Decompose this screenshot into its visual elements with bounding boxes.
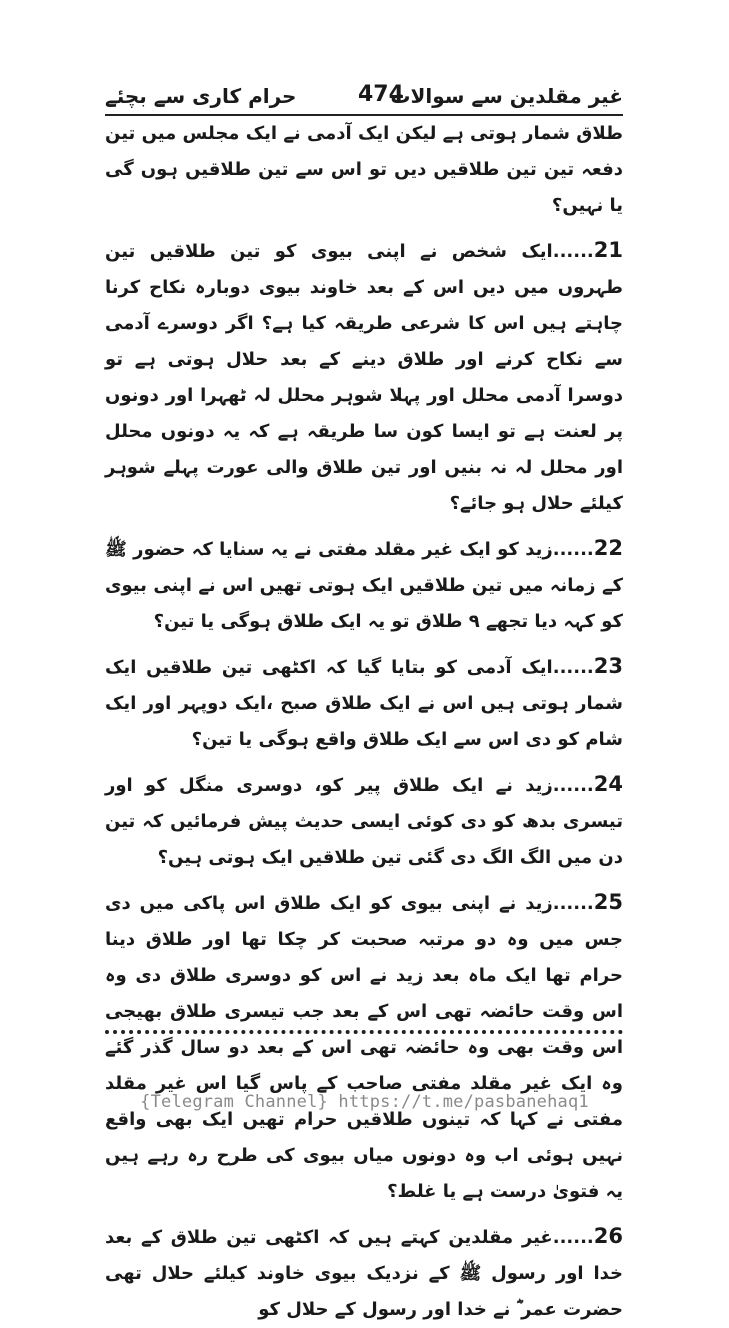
question-marker: ...... [552, 1227, 594, 1248]
watermark-footer: {Telegram Channel} https://t.me/pasbanehaq1 [140, 1092, 589, 1112]
question-number: 26 [593, 1224, 623, 1248]
question-text: غیر مقلدین کہتے ہیں کہ اکٹھی تین طلاق کے بعد خدا اور رسول ﷺ کے نزدیک بیوی خاوند کیلئے حلال تھی حضرت عمر ؓ نے خدا اور رسول کے حلال کو [105, 1227, 623, 1320]
question-marker: ...... [552, 241, 594, 262]
question-text: ایک آدمی کو بتایا گیا کہ اکٹھی تین طلاقیں ایک شمار ہوتی ہیں اس نے ایک طلاق صبح ،ایک دوپہر اور ایک شام کو دی اس سے ایک طلاق واقع ہوگی یا تین؟ [105, 657, 623, 750]
page-body [105, 116, 623, 1328]
page-number: 474 [358, 82, 404, 107]
footer-dotted-divider [105, 1030, 623, 1034]
question-number: 22 [593, 536, 623, 560]
question-26 [105, 1218, 623, 1328]
question-24 [105, 766, 623, 876]
question-number: 25 [593, 890, 623, 914]
question-text: ایک شخص نے اپنی بیوی کو تین طلاقیں تین طہروں میں دیں اس کے بعد خاوند بیوی دوبارہ نکاح کرنا چاہتے ہیں اس کا شرعی طریقہ کیا ہے؟ اگر دوسرے آدمی سے نکاح کرنے اور طلاق دینے کے بعد حلال ہوتی ہے تو دوسرا آدمی محلل اور پہلا شوہر محلل لہ ٹھہرا اور دونوں پر لعنت ہے تو ایسا کون سا طریقہ ہے کہ یہ دونوں محلل اور محلل لہ نہ بنیں اور تین طلاق والی عورت پہلے شوہر کیلئے حلال ہو جائے؟ [105, 241, 623, 514]
question-marker: ...... [552, 539, 594, 560]
question-marker: ...... [552, 657, 594, 678]
question-number: 21 [593, 238, 623, 262]
question-23 [105, 648, 623, 758]
question-number: 24 [593, 772, 623, 796]
question-number: 23 [593, 654, 623, 678]
question-marker: ...... [552, 893, 594, 914]
intro-paragraph: طلاق شمار ہوتی ہے لیکن ایک آدمی نے ایک مجلس میں تین دفعہ تین تین طلاقیں دیں تو اس سے تین طلاقیں ہوں گی یا نہیں؟ [105, 123, 623, 216]
question-text: زید کو ایک غیر مقلد مفتی نے یہ سنایا کہ حضور ﷺ کے زمانہ میں تین طلاقیں ایک ہوتی تھیں اس نے اپنی بیوی کو کہہ دیا تجھے ۹ طلاق تو یہ ایک طلاق ہوگی یا تین؟ [105, 539, 623, 632]
question-21 [105, 232, 623, 522]
running-title-right: غیر مقلدین سے سوالات [390, 84, 623, 108]
question-text: زید نے ایک طلاق پیر کو، دوسری منگل کو اور تیسری بدھ کو دی کوئی ایسی حدیث پیش فرمائیں کہ تین دن میں الگ الگ دی گئی تین طلاقیں ایک ہوتی ہیں؟ [105, 775, 623, 868]
question-25 [105, 884, 623, 1210]
running-title-left: حرام کاری سے بچئے [105, 84, 297, 108]
page-header [105, 82, 623, 112]
question-22 [105, 530, 623, 640]
question-marker: ...... [552, 775, 594, 796]
question-text: زید نے اپنی بیوی کو ایک طلاق اس پاکی میں دی جس میں وہ دو مرتبہ صحبت کر چکا تھا اور طلاق دینا حرام تھا ایک ماہ بعد زید نے اس کو دوسری طلاق دی وہ اس وقت حائضہ تھی اس کے بعد جب تیسری طلاق بھیجی اس وقت بھی وہ حائضہ تھی اس کے بعد دو سال گذر گئے وہ ایک غیر مقلد مفتی صاحب کے پاس گیا اس غیر مقلد مفتی نے کہا کہ تینوں طلاقیں حرام تھیں ایک بھی واقع نہیں ہوئی اب وہ دونوں میاں بیوی کی طرح رہ رہے ہیں یہ فتویٰ درست ہے یا غلط؟ [105, 893, 623, 1202]
